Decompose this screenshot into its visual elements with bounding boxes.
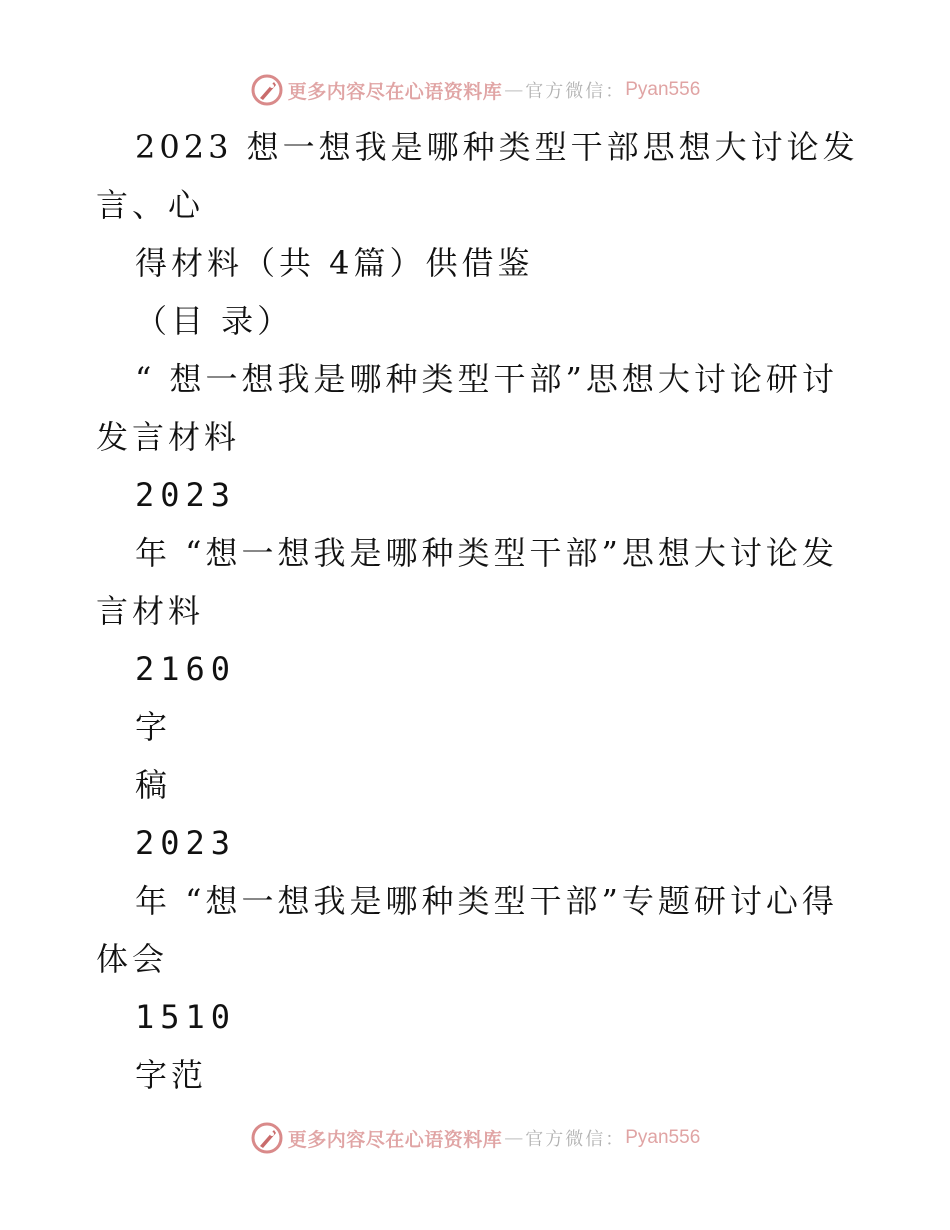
pen-nib-logo-icon (250, 1121, 284, 1155)
footer-dash: — (504, 1127, 524, 1149)
pen-nib-logo-icon (250, 73, 284, 107)
doc-title-line-3: 得材料（共 4篇）供借鉴 (135, 244, 534, 282)
doc-title-line-2: 言、心 (96, 186, 205, 224)
footer-wechat-id: Pyan556 (625, 1127, 701, 1148)
toc-entry: 2023 (135, 476, 237, 514)
header-site-name: 更多内容尽在心语资料库 (287, 80, 503, 103)
toc-entry: 稿 (135, 766, 172, 804)
toc-entry: 2023 (135, 824, 237, 862)
document-body (0, 118, 950, 1104)
header-wechat-label: 官方微信： (525, 81, 626, 102)
toc-entry: 1510 (135, 998, 237, 1036)
footer-site-name: 更多内容尽在心语资料库 (287, 1128, 503, 1151)
toc-entry: “ 想一想我是哪种类型干部”思想大讨论研讨 (135, 360, 838, 398)
toc-entry: 2160 (135, 650, 237, 688)
toc-heading: （目 录） (135, 302, 294, 340)
toc-entry: 年 “想一想我是哪种类型干部”专题研讨心得 (135, 882, 838, 920)
footer-watermark (0, 1118, 950, 1158)
toc-entry: 发言材料 (96, 418, 241, 456)
header-dash: — (504, 79, 524, 101)
doc-title-line-1: 2023 想一想我是哪种类型干部思想大讨论发 (135, 128, 859, 166)
toc-entry: 字范 (135, 1056, 208, 1094)
header-watermark (0, 70, 950, 110)
toc-entry: 体会 (96, 940, 169, 978)
toc-entry: 言材料 (96, 592, 205, 630)
header-wechat-id: Pyan556 (625, 79, 701, 100)
toc-entry: 字 (135, 708, 172, 746)
footer-wechat-label: 官方微信： (525, 1129, 626, 1150)
toc-entry: 年 “想一想我是哪种类型干部”思想大讨论发 (135, 534, 838, 572)
